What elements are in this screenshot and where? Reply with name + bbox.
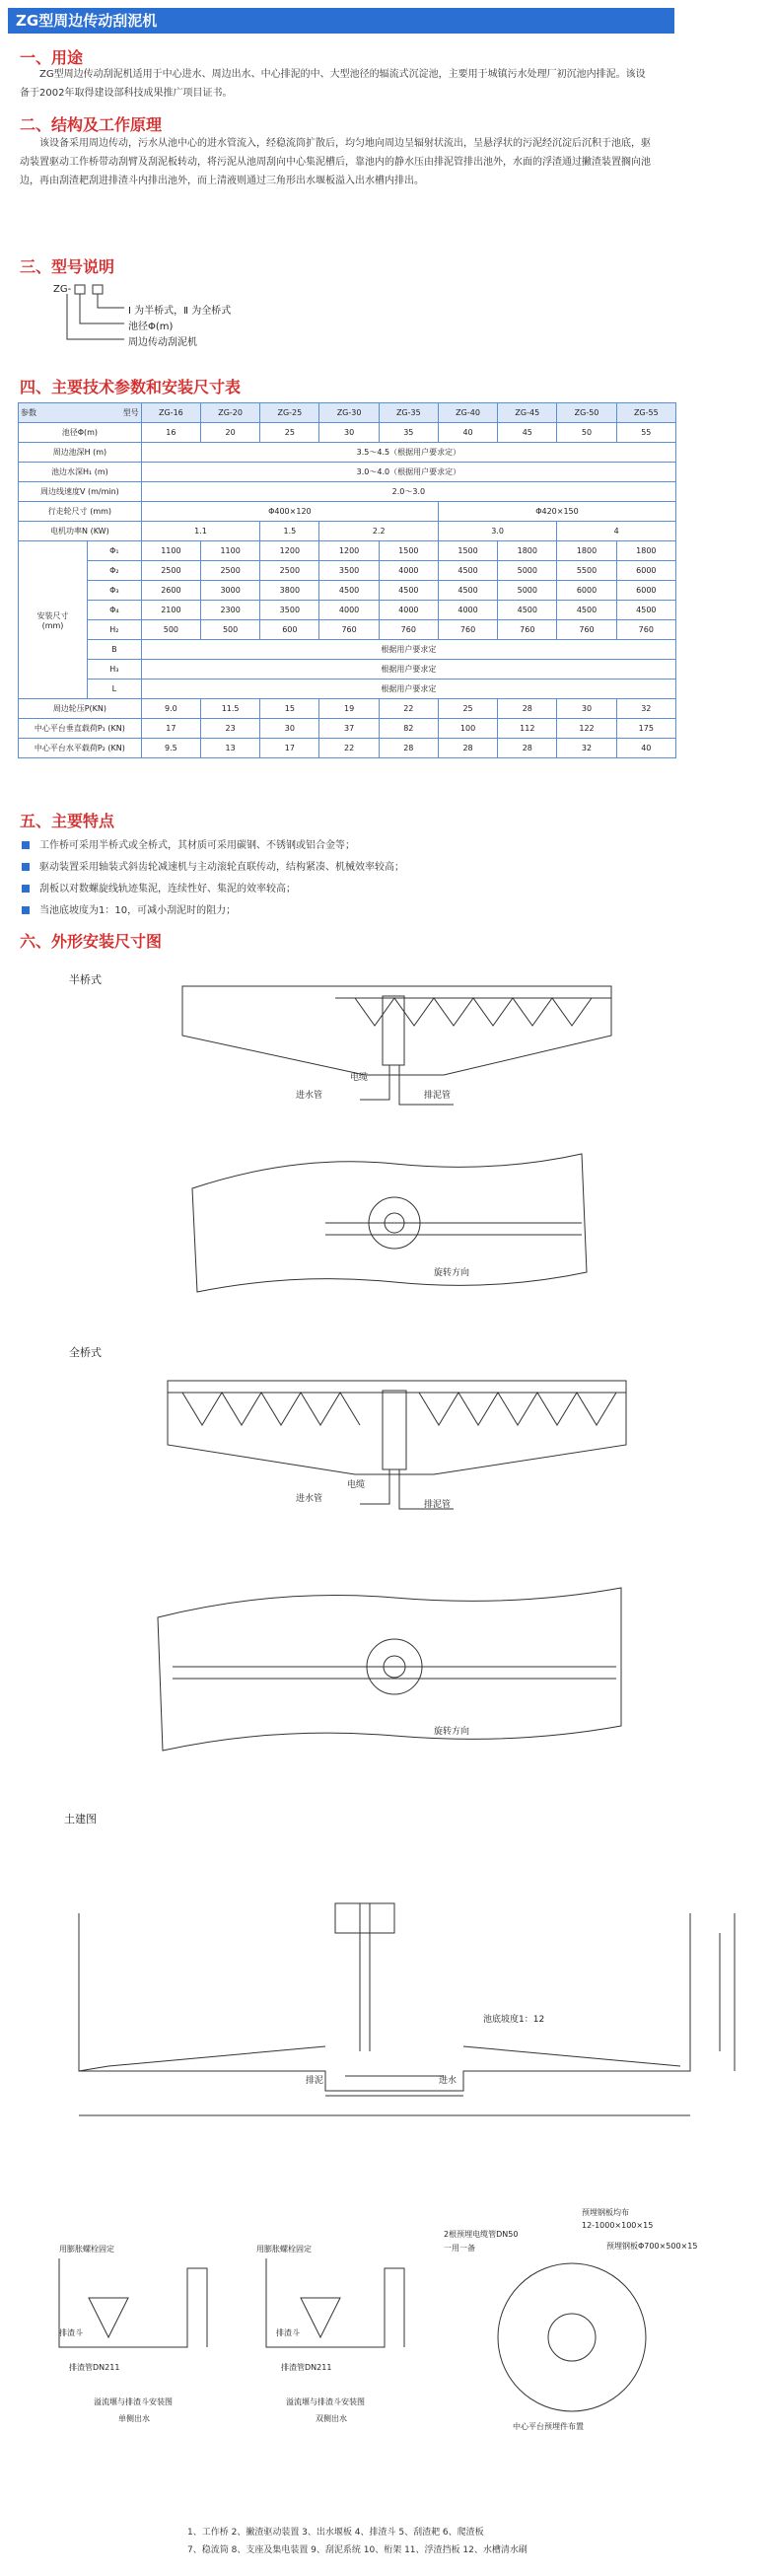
table-row: Φ₄ 2100 2300 3500 4000 4000 4000 4500 4500 4500 [19, 601, 676, 620]
detail3-pre4: 2根预埋电缆管DN50 [444, 2230, 519, 2239]
feature-item-2: 驱动装置采用轴装式斜齿轮减速机与主动滚轮直联传动，结构紧凑、机械效率较高； [22, 858, 404, 873]
full-outlet-label: 排泥管 [424, 1500, 452, 1510]
usage-text: ZG型周边传动刮泥机适用于中心进水、周边出水、中心排泥的中、大型池径的辐流式沉淀池，主要用于城镇污水处理厂初沉池内排泥。该设备于2002年取得建设部科技成果推广项目证书。 [20, 69, 646, 99]
detail2-title: 溢流堰与排渣斗安装图 [286, 2397, 365, 2406]
half-outlet-label: 排泥管 [424, 1091, 452, 1101]
table-row: H₃ 根据用户要求定 [19, 660, 676, 680]
table-row: 中心平台垂直载荷P₁ (KN) 17 23 30 37 82 100 112 122 175 [19, 719, 676, 739]
principle-text: 该设备采用周边传动，污水从池中心的进水管流入，经稳流筒扩散后，均匀地向周边呈辐射状流出，呈悬浮状的污泥经沉淀后沉积于池底，驱动装置驱动工作桥带动刮臂及刮泥板转动，将污泥从池周刮向中心集泥槽后，靠池内的静水压由排泥管排出池外，水面的浮渣通过撇渣装置搁向池边，再由刮渣耙刮进排渣斗内排出池外，而上清液则通过三角形出水堰板溢入出水槽内排出。 [20, 138, 651, 186]
full-rotation-label: 旋转方向 [434, 1727, 470, 1737]
civil-slope-label: 池底坡度1：12 [483, 2015, 545, 2025]
feature-item-3: 刮板以对数螺旋线轨迹集泥，连续性好、集泥的效率较高； [22, 880, 296, 894]
half-rotation-label: 旋转方向 [434, 1268, 470, 1278]
table-row: 池边水深H₁ (m) 3.0～4.0（根据用户要求定） [19, 463, 676, 482]
table-row: 周边池深H (m) 3.5～4.5（根据用户要求定） [19, 443, 676, 463]
detail1-subtitle: 单侧出水 [118, 2414, 150, 2423]
bullet-icon [22, 906, 30, 914]
table-row: 安装尺寸 (mm) Φ₁ 1100 1100 1200 1200 1500 1500 1800 1800 1800 [19, 541, 676, 561]
table-row: H₂ 500 500 600 760 760 760 760 760 760 [19, 620, 676, 640]
section-drawing-heading: 六、外形安装尺寸图 [20, 932, 163, 951]
table-row: 中心平台水平载荷P₂ (KN) 9.5 13 17 22 28 28 28 32 40 [19, 739, 676, 758]
detail1-title: 溢流堰与排渣斗安装图 [94, 2397, 173, 2406]
model-line-2: 池径Φ(m) [128, 322, 174, 332]
full-cable-label: 电缆 [347, 1480, 366, 1490]
bullet-icon [22, 841, 30, 849]
detail3-pre5: 一用一备 [444, 2244, 475, 2253]
half-cable-label: 电缆 [350, 1073, 369, 1083]
feature-item-1: 工作桥可采用半桥式或全桥式，其材质可采用碳钢、不锈钢或铝合金等； [22, 836, 355, 851]
detail2-subtitle: 双侧出水 [316, 2414, 347, 2423]
table-row: 周边轮压P(KN) 9.0 11.5 15 19 22 25 28 30 32 [19, 699, 676, 719]
model-line-3: 周边传动刮泥机 [128, 337, 197, 348]
detail3-title: 中心平台预埋件布置 [513, 2422, 584, 2431]
civil-mud-label: 排泥 [306, 2076, 324, 2086]
bullet-icon [22, 863, 30, 871]
table-row: B 根据用户要求定 [19, 640, 676, 660]
table-row: 型号 参数 ZG-16 ZG-20 ZG-25 ZG-30 ZG-35 ZG-40 ZG-45 ZG-50 ZG-55 [19, 403, 676, 423]
full-bridge-label: 全桥式 [69, 1346, 102, 1359]
section-principle-heading: 二、结构及工作原理 [20, 115, 163, 134]
detail1-slag-label: 排渣斗 [59, 2328, 83, 2337]
table-row: 电机功率N (KW) 1.1 1.5 2.2 3.0 4 [19, 522, 676, 541]
half-bridge-label: 半桥式 [69, 973, 102, 986]
table-row: Φ₃ 2600 3000 3800 4500 4500 4500 5000 6000 6000 [19, 581, 676, 601]
table-row: 池径Φ(m) 16 20 25 30 35 40 45 50 55 [19, 423, 676, 443]
half-inlet-label: 进水管 [296, 1091, 323, 1101]
table-row: Φ₂ 2500 2500 2500 3500 4000 4500 5000 5500 6000 [19, 561, 676, 581]
table-row: 行走轮尺寸 (mm) Φ400×120 Φ420×150 [19, 502, 676, 522]
detail2-pipe-label: 排渣管DN211 [281, 2363, 332, 2372]
bullet-icon [22, 885, 30, 893]
spec-table [18, 402, 676, 758]
model-code: ZG- [53, 284, 72, 295]
detail2-bolt-label: 用膨胀螺栓固定 [256, 2245, 312, 2254]
table-row: 周边线速度V (m/min) 2.0～3.0 [19, 482, 676, 502]
section-spec-heading: 四、主要技术参数和安装尺寸表 [20, 378, 242, 396]
legend-line-1: 1、工作桥 2、撇渣驱动装置 3、出水堰板 4、排渣斗 5、刮渣耙 6、爬渣板 [187, 2528, 484, 2538]
legend-line-2: 7、稳流筒 8、支座及集电装置 9、刮泥系统 10、桁架 11、浮渣挡板 12、水槽清水刷 [187, 2545, 528, 2555]
detail2-slag-label: 排渣斗 [276, 2328, 300, 2337]
detail3-pre1: 预埋钢板均布 [582, 2208, 629, 2217]
civil-drawing-label: 土建图 [64, 1813, 97, 1825]
detail1-bolt-label: 用膨胀螺栓固定 [59, 2245, 114, 2254]
section-usage-heading: 一、用途 [20, 48, 84, 67]
model-diagram [53, 284, 290, 363]
full-inlet-label: 进水管 [296, 1494, 323, 1504]
model-line-1: Ⅰ 为半桥式，Ⅱ 为全桥式 [128, 306, 232, 317]
detail3-pre3: 预埋钢板Φ700×500×15 [606, 2242, 698, 2251]
civil-water-in-label: 进水 [439, 2076, 457, 2086]
table-row: L 根据用户要求定 [19, 680, 676, 699]
page-title: ZG型周边传动刮泥机 [8, 8, 674, 34]
section-features-heading: 五、主要特点 [20, 812, 115, 830]
feature-item-4: 当池底坡度为1：10，可减小刮泥时的阻力； [22, 901, 236, 916]
section-model-heading: 三、型号说明 [20, 257, 115, 276]
detail1-pipe-label: 排渣管DN211 [69, 2363, 120, 2372]
detail3-pre2: 12-1000×100×15 [582, 2221, 654, 2230]
